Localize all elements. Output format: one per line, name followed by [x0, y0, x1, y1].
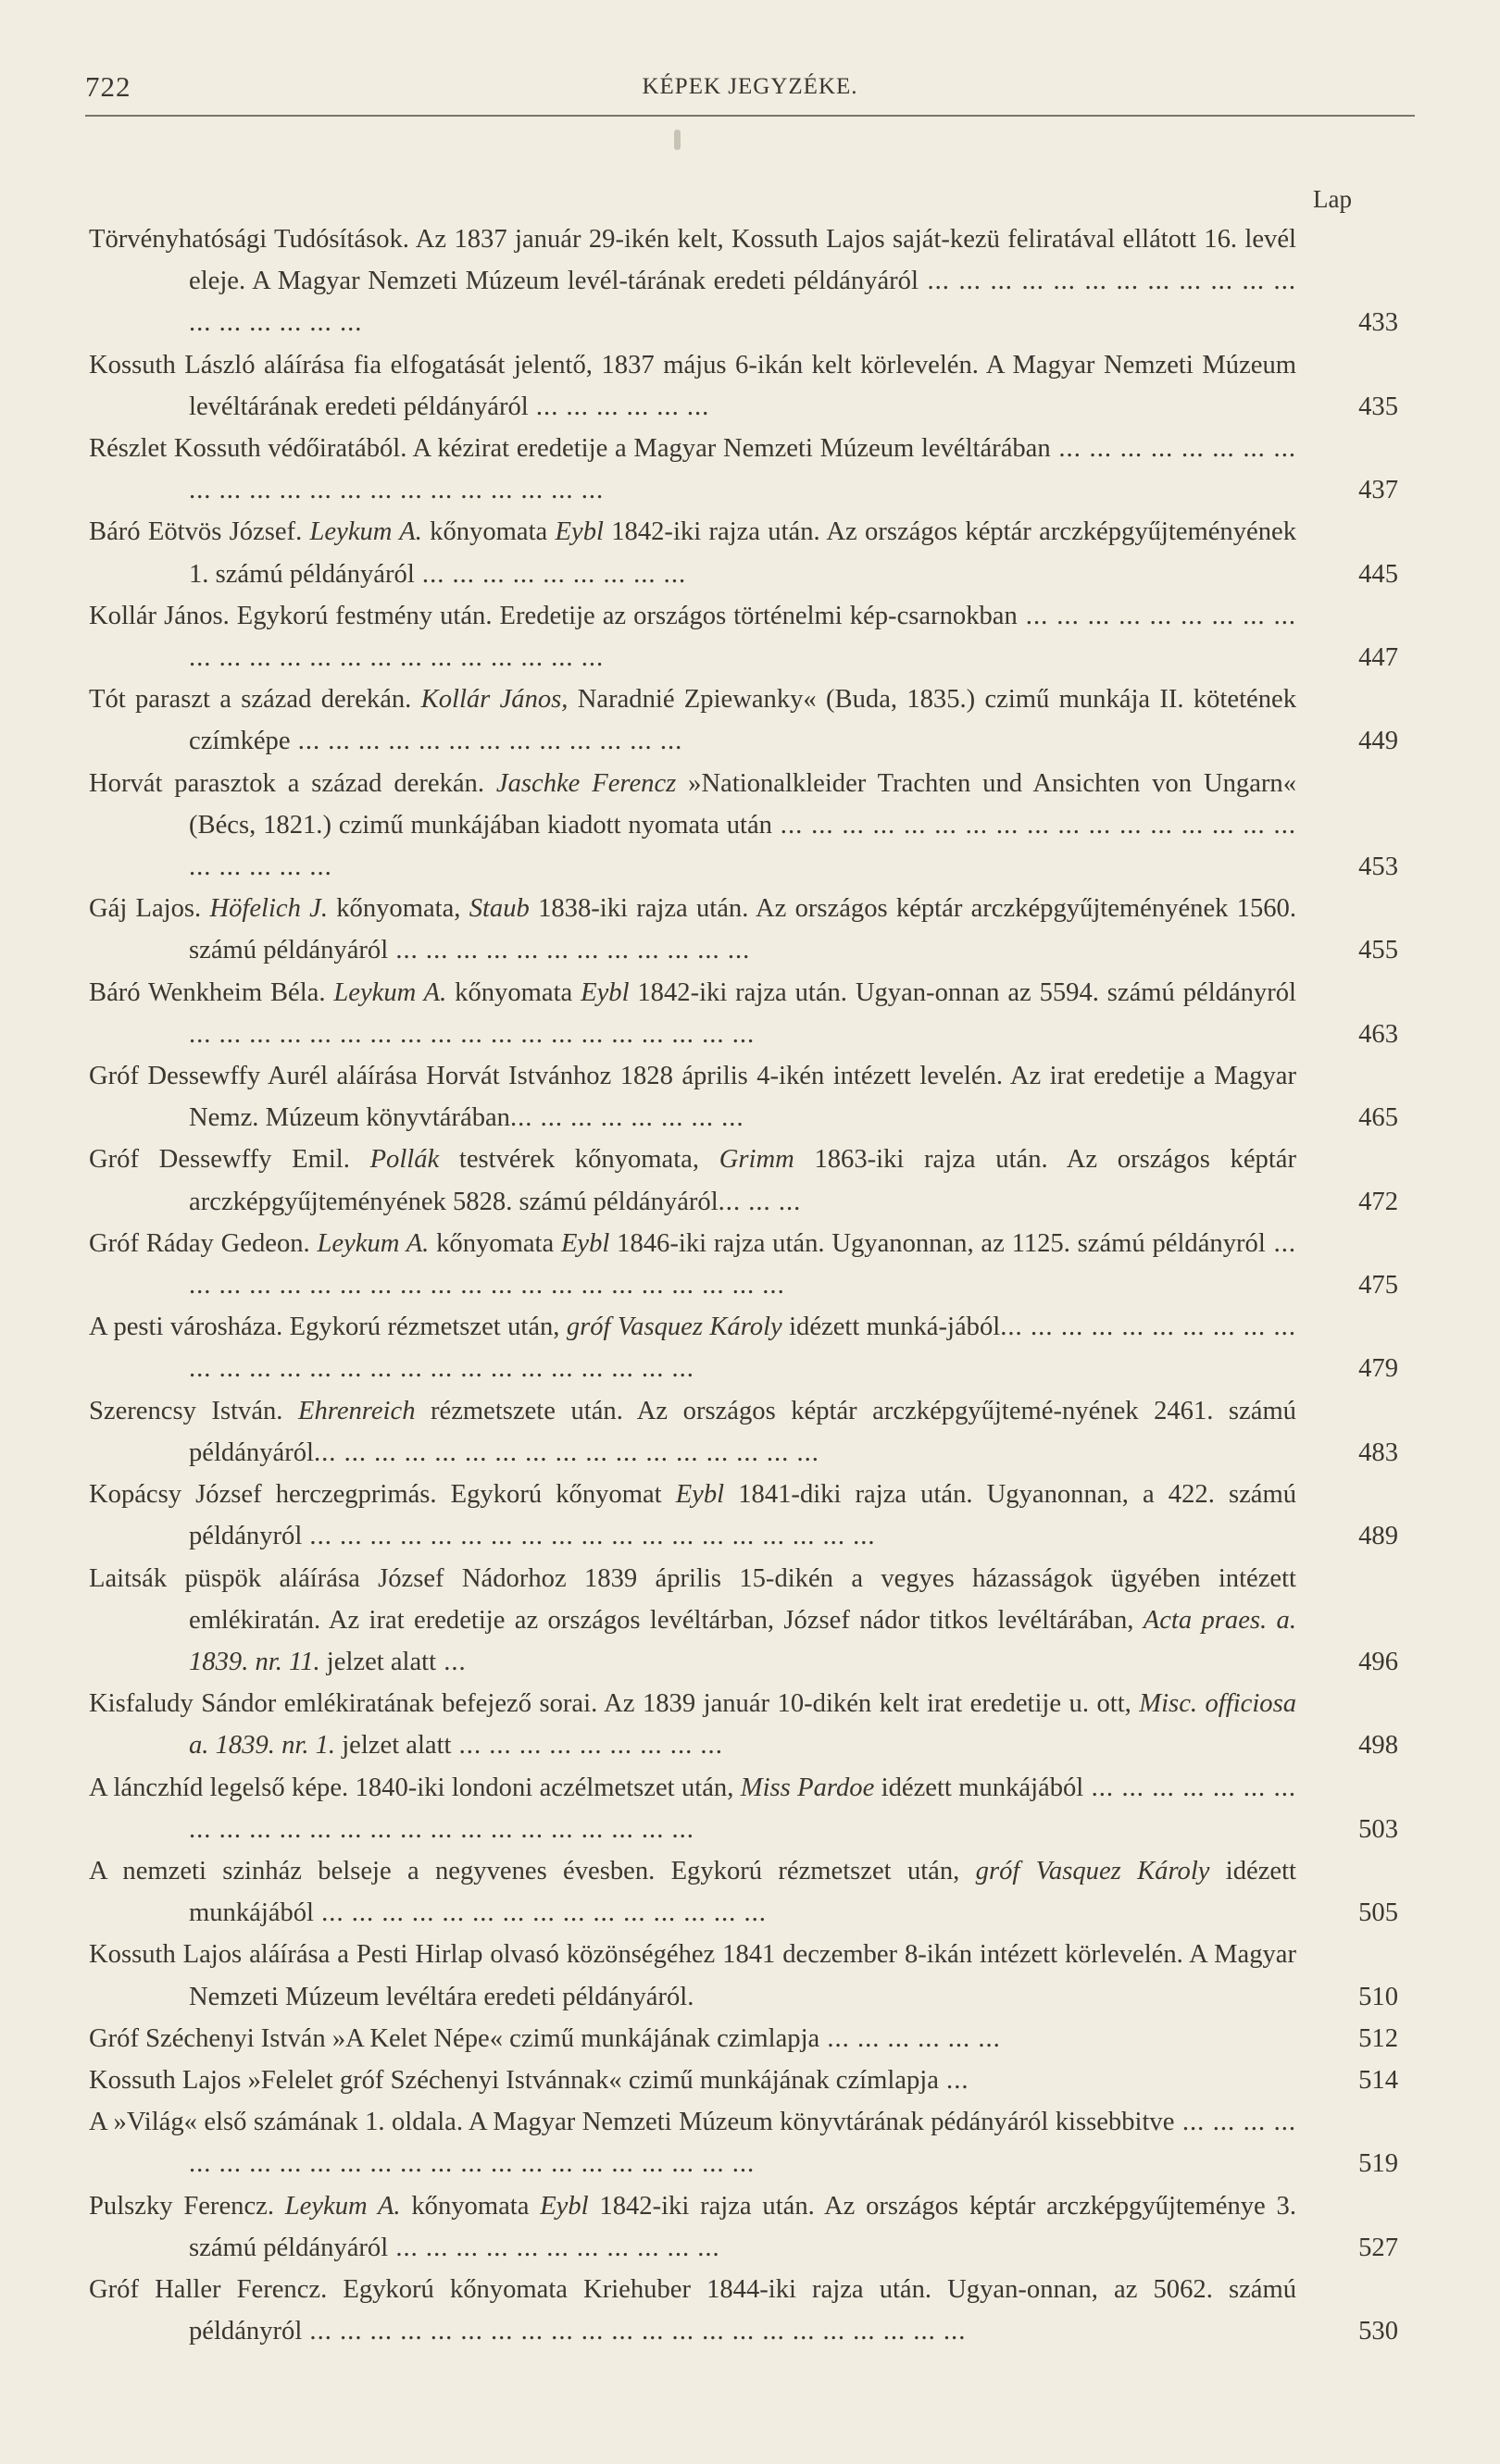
page-number: 722 [85, 70, 131, 103]
index-entry [89, 888, 1398, 971]
dot-leader: ... ... ... ... ... ... ... ... ... ... ... [388, 2233, 720, 2262]
page-reference: 437 [1358, 476, 1398, 505]
page-column-label: Lap [1313, 185, 1352, 213]
entry-text: Gróf Széchenyi István »A Kelet Népe« czimű munkájának czimlapja [89, 2023, 820, 2053]
index-entry [89, 428, 1398, 511]
index-entry [89, 595, 1398, 678]
entry-text: idézett munká-jából [781, 1313, 1001, 1342]
entry-text: Kisfaludy Sándor emlékiratának befejező sorai. Az 1839 január 10-dikén kelt irat eredetije u. ott, [89, 1689, 1140, 1719]
index-entry [89, 2018, 1398, 2060]
entry-italic-text: Ehrenreich [297, 1396, 416, 1425]
page-reference: 519 [1358, 2149, 1398, 2179]
entry-italic-text: Leykum A. [309, 517, 422, 547]
entry-italic-text: gróf Vasquez Károly [975, 1856, 1210, 1885]
dot-leader: ... ... ... ... ... ... ... ... ... ... ... ... ... [290, 727, 683, 756]
paper-speck [674, 130, 681, 150]
dot-leader: ... ... ... ... ... ... ... ... ... ... ... ... ... ... ... ... ... ... [189, 267, 1296, 338]
entry-italic-text: Eybl [675, 1480, 725, 1510]
entry-italic-text: Pollák [369, 1145, 440, 1175]
page-reference: 512 [1358, 2023, 1398, 2053]
entry-text: »Nationalkleider Trachten und Ansichten von Ungarn« (Bécs, 1821.) czimű munkájában kiadott nyomata után [189, 768, 1296, 840]
entry-text: jelzet alatt [335, 1731, 452, 1761]
dot-leader: ... ... ... ... ... ... ... ... ... ... ... ... ... ... ... [314, 1898, 767, 1928]
entry-text: 1841-diki rajza után. Ugyanonnan, a 422. számú példányról [189, 1480, 1297, 1551]
entry-text: kőnyomata [400, 2191, 541, 2221]
index-entry [89, 1558, 1398, 1684]
page-reference: 445 [1358, 559, 1398, 589]
entry-text: idézett munkájából [874, 1773, 1084, 1802]
index-entry [89, 1306, 1398, 1389]
dot-leader: ... ... ... ... ... ... ... ... ... ... ... ... [388, 936, 751, 965]
entry-text: idézett munkájából [189, 1856, 1296, 1928]
page-reference: 527 [1358, 2233, 1398, 2262]
entry-italic-text: Staub [469, 894, 530, 924]
entry-text: Báró Eötvös József. [89, 517, 310, 547]
dot-leader: ... ... ... [718, 1187, 802, 1216]
entry-text: Törvényhatósági Tudósítások. Az 1837 január 29-ikén kelt, Kossuth Lajos saját-kezü feliratával ellátott 16. levél eleje. A Magyar Nemzeti Múzeum levél-tárának eredeti példányáról [89, 225, 1296, 296]
entry-italic-text: Kollár János, [420, 685, 569, 715]
entry-text: jelzet alatt [319, 1647, 437, 1676]
entry-italic-text: Misc. officiosa a. 1839. nr. 1. [189, 1689, 1296, 1761]
dot-leader: ... ... ... ... ... ... ... ... ... [414, 559, 687, 589]
entry-text: Kopácsy József herczegprimás. Egykorú kőnyomat [89, 1480, 676, 1510]
entry-text: A lánczhíd legelső képe. 1840-iki londoni aczélmetszet után, [89, 1773, 741, 1802]
entry-italic-text: Leykum A. [333, 977, 447, 1007]
index-entry [89, 2101, 1398, 2184]
dot-leader: ... ... ... ... ... ... ... ... ... [451, 1731, 723, 1761]
page-reference: 449 [1358, 727, 1398, 756]
entry-text: Kollár János. Egykorú festmény után. Eredetije az országos történelmi kép-csarnokban [89, 601, 1018, 630]
dot-leader: ... ... ... ... ... ... ... ... ... ... ... ... ... ... ... ... ... [313, 1437, 819, 1467]
entry-text: A »Világ« első számának 1. oldala. A Magyar Nemzeti Múzeum könyvtárának pédányáról kissebbitve [89, 2108, 1175, 2137]
entry-text: 1842-iki rajza után. Az országos képtár arczképgyűjteménye 3. számú példányáról [189, 2191, 1296, 2262]
entry-italic-text: Eybl [540, 2191, 589, 2221]
dot-leader: ... ... ... ... ... ... ... ... ... ... ... ... ... ... ... ... ... ... ... ... ... ... ... ... [189, 1773, 1297, 1844]
dot-leader: ... ... ... ... ... ... ... ... ... ... ... ... ... ... ... ... ... ... ... ... ... ... [302, 2317, 967, 2346]
entry-text: rézmetszete után. Az országos képtár arczképgyűjtemé-nyének 2461. számú példányáról [189, 1396, 1296, 1467]
dot-leader: ... ... ... ... ... ... ... ... ... ... ... ... ... ... ... ... ... ... ... ... ... ... ... [189, 601, 1297, 673]
page-reference: 489 [1358, 1522, 1398, 1551]
entry-text: testvérek kőnyomata, [439, 1145, 719, 1175]
dot-leader: ... ... ... ... ... ... ... ... ... ... ... ... ... ... ... ... ... ... ... [189, 1019, 756, 1049]
entry-text: Horvát parasztok a század derekán. [89, 768, 496, 798]
running-title: KÉPEK JEGYZÉKE. [642, 74, 858, 99]
page-reference: 498 [1358, 1731, 1398, 1761]
index-entry [89, 763, 1398, 889]
entry-text: 1863-iki rajza után. Az országos képtár arczképgyűjteményének 5828. számú példányáról [189, 1145, 1296, 1216]
index-entry [89, 2185, 1398, 2269]
entry-italic-text: Höfelich J. [209, 894, 328, 924]
index-entry [89, 1223, 1398, 1306]
entry-italic-text: Acta praes. a. 1839. nr. 11. [189, 1605, 1296, 1676]
page-reference: 510 [1358, 1982, 1398, 2011]
entry-text: kőnyomata [446, 977, 581, 1007]
entry-text: 1838-iki rajza után. Az országos képtár arczképgyűjteményének 1560. számú példányáról [189, 894, 1297, 965]
entry-text: Pulszky Ferencz. [89, 2191, 285, 2221]
entry-text: 1842-iki rajza után. Ugyan-onnan az 5594. számú példányról [629, 977, 1296, 1007]
entry-text: A nemzeti szinház belseje a negyvenes évesben. Egykorú rézmetszet után, [89, 1856, 976, 1885]
entry-text: Szerencsy István. [89, 1396, 298, 1425]
page-reference: 472 [1358, 1187, 1398, 1216]
page-reference: 465 [1358, 1103, 1398, 1133]
index-entry [89, 1390, 1398, 1474]
entry-text: Gróf Haller Ferencz. Egykorú kőnyomata Kriehuber 1844-iki rajza után. Ugyan-onnan, az 5062. számú példányról [89, 2274, 1296, 2346]
index-entry [89, 1055, 1398, 1139]
page-reference: 475 [1358, 1271, 1398, 1300]
page-reference: 455 [1358, 936, 1398, 965]
page-reference: 514 [1358, 2065, 1398, 2095]
dot-leader: ... ... ... ... ... ... ... ... ... ... ... ... ... ... ... ... ... ... ... [302, 1522, 876, 1551]
entry-italic-text: Eybl [581, 977, 630, 1007]
page-header [85, 70, 1415, 115]
dot-leader: ... ... ... ... ... ... ... ... ... ... ... ... ... ... ... ... ... ... ... ... ... ... ... ... ... ... ... [189, 1313, 1296, 1384]
index-entry [89, 218, 1398, 344]
page-reference: 433 [1358, 308, 1398, 338]
page-reference: 505 [1358, 1898, 1398, 1928]
entry-text: Kossuth László aláírása fia elfogatását jelentő, 1837 május 6-ikán kelt körlevelén. A Magyar Nemzeti Múzeum levéltárának eredeti példányáról [89, 350, 1296, 421]
index-entry [89, 1139, 1398, 1222]
index-entry [89, 2060, 1398, 2101]
entry-italic-text: Eybl [555, 517, 604, 547]
entry-italic-text: Jaschke Ferencz [495, 768, 677, 798]
entry-text: Részlet Kossuth védőiratából. A kézirat eredetije a Magyar Nemzeti Múzeum levéltárában [89, 434, 1051, 464]
entry-text: Gáj Lajos. [89, 894, 210, 924]
page-reference: 503 [1358, 1814, 1398, 1844]
entry-text: Gróf Ráday Gedeon. [89, 1228, 318, 1258]
entry-italic-text: Eybl [560, 1228, 610, 1258]
entry-text: kőnyomata [421, 517, 556, 547]
entry-italic-text: Leykum A. [284, 2191, 401, 2221]
entry-text: Gróf Dessewffy Emil. [89, 1145, 370, 1175]
entry-text: Tót paraszt a század derekán. [89, 685, 421, 715]
dot-leader: ... ... ... ... ... ... [528, 392, 710, 421]
header-rule [85, 115, 1415, 117]
entry-text: 1846-iki rajza után. Ugyanonnan, az 1125. számú példányról [609, 1228, 1266, 1258]
page-reference: 435 [1358, 392, 1398, 421]
entry-text: A pesti városháza. Egykorú rézmetszet után, [89, 1313, 567, 1342]
index-entry [89, 511, 1398, 594]
index-entry [89, 344, 1398, 428]
page-reference: 483 [1358, 1437, 1398, 1467]
page-reference: 479 [1358, 1354, 1398, 1384]
entry-text: Naradnié Zpiewanky« (Buda, 1835.) czimű munkája II. kötetének czímképe [189, 685, 1296, 756]
entry-text: Báró Wenkheim Béla. [89, 977, 334, 1007]
entry-text: kőnyomata, [328, 894, 469, 924]
entry-text: Kossuth Lajos aláírása a Pesti Hirlap olvasó közönségéhez 1841 deczember 8-ikán intézett körlevelén. A Magyar Nemzeti Múzeum levéltára eredeti példányáról. [89, 1940, 1296, 2011]
dot-leader: ... [436, 1647, 467, 1676]
entry-text: Gróf Dessewffy Aurél aláírása Horvát Istvánhoz 1828 április 4-ikén intézett levelén. Az irat eredetije a Magyar Nemz. Múzeum könyvtárában [89, 1062, 1296, 1133]
entry-text: 1842-iki rajza után. Az országos képtár arczképgyűjteményének 1. számú példányáról [189, 517, 1296, 589]
entry-text: Laitsák püspök aláírása József Nádorhoz 1839 április 15-dikén a vegyes házasságok ügyében intézett emlékiratán. Az irat eredetije az országos levéltárban, József nádor titkos levéltárában, [89, 1563, 1296, 1635]
page-reference: 447 [1358, 643, 1398, 673]
dot-leader: ... ... ... ... ... ... ... ... [509, 1103, 744, 1133]
dot-leader: ... ... ... ... ... ... ... ... ... ... ... ... ... ... ... ... ... ... ... ... ... ... [189, 810, 1296, 882]
index-entry [89, 1683, 1398, 1766]
dot-leader: ... ... ... ... ... ... ... ... ... ... ... ... ... ... ... ... ... ... ... ... ... ... ... [189, 2108, 1297, 2179]
picture-index-list [89, 218, 1398, 2352]
page-reference: 453 [1358, 852, 1398, 882]
dot-leader: ... ... ... ... ... ... ... ... ... ... ... ... ... ... ... ... ... ... ... ... ... ... [189, 434, 1296, 505]
entry-italic-text: gróf Vasquez Károly [566, 1313, 782, 1342]
page-reference: 463 [1358, 1019, 1398, 1049]
index-entry [89, 1767, 1398, 1850]
index-entry [89, 1934, 1398, 2017]
entry-italic-text: Miss Pardoe [740, 1773, 875, 1802]
entry-italic-text: Leykum A. [317, 1228, 430, 1258]
index-entry [89, 1474, 1398, 1557]
page-reference: 496 [1358, 1647, 1398, 1676]
page-reference: 530 [1358, 2317, 1398, 2346]
entry-italic-text: Grimm [719, 1145, 794, 1175]
index-entry [89, 1850, 1398, 1934]
entry-text: kőnyomata [429, 1228, 561, 1258]
index-entry [89, 2269, 1398, 2352]
index-entry [89, 678, 1398, 762]
index-entry [89, 972, 1398, 1055]
dot-leader: ... ... ... ... ... ... ... ... ... ... ... ... ... ... ... ... ... ... ... ... ... [189, 1228, 1297, 1300]
entry-text: Kossuth Lajos »Felelet gróf Széchenyi Istvánnak« czimű munkájának czímlapja [89, 2065, 939, 2095]
dot-leader: ... ... ... ... ... ... [819, 2023, 1001, 2053]
dot-leader: ... [938, 2065, 969, 2095]
